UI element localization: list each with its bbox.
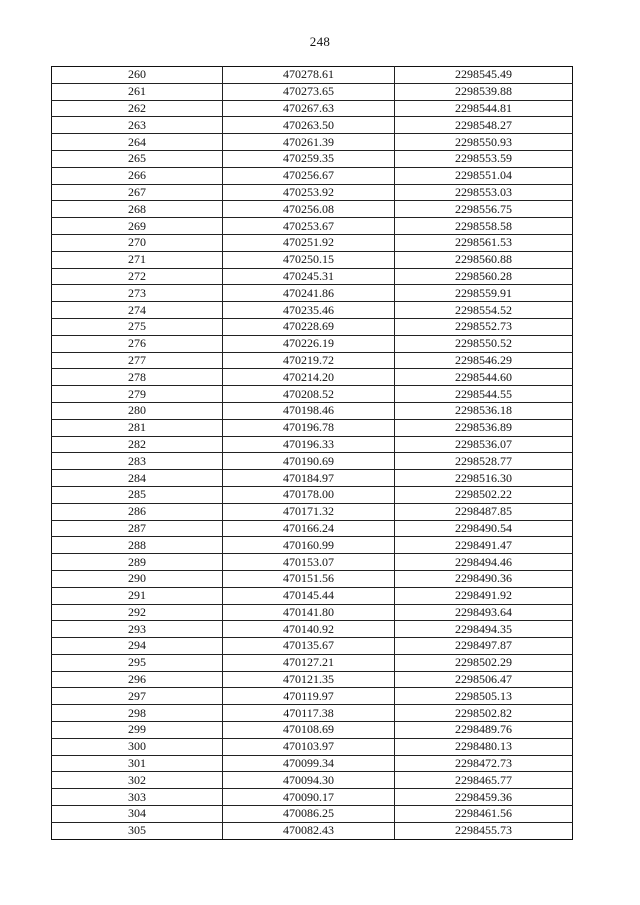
- x-coordinate-cell: 470219.72: [223, 352, 395, 369]
- y-coordinate-cell: 2298559.91: [395, 285, 573, 302]
- y-coordinate-cell: 2298487.85: [395, 503, 573, 520]
- point-number-cell: 269: [52, 218, 223, 235]
- y-coordinate-cell: 2298505.13: [395, 688, 573, 705]
- x-coordinate-cell: 470259.35: [223, 150, 395, 167]
- x-coordinate-cell: 470190.69: [223, 453, 395, 470]
- point-number-cell: 288: [52, 537, 223, 554]
- x-coordinate-cell: 470119.97: [223, 688, 395, 705]
- y-coordinate-cell: 2298516.30: [395, 470, 573, 487]
- table-row: [52, 436, 573, 453]
- x-coordinate-cell: 470245.31: [223, 268, 395, 285]
- table-row: [52, 218, 573, 235]
- point-number-cell: 287: [52, 520, 223, 537]
- point-number-cell: 292: [52, 604, 223, 621]
- x-coordinate-cell: 470226.19: [223, 335, 395, 352]
- y-coordinate-cell: 2298539.88: [395, 83, 573, 100]
- x-coordinate-cell: 470261.39: [223, 134, 395, 151]
- point-number-cell: 270: [52, 234, 223, 251]
- page-number: 248: [309, 34, 331, 49]
- y-coordinate-cell: 2298553.59: [395, 150, 573, 167]
- point-number-cell: 304: [52, 806, 223, 823]
- x-coordinate-cell: 470103.97: [223, 738, 395, 755]
- table-row: [52, 67, 573, 84]
- point-number-cell: 289: [52, 554, 223, 571]
- table-row: [52, 772, 573, 789]
- point-number-cell: 274: [52, 302, 223, 319]
- table-row: [52, 604, 573, 621]
- x-coordinate-cell: 470135.67: [223, 638, 395, 655]
- table-row: [52, 503, 573, 520]
- point-number-cell: 276: [52, 335, 223, 352]
- y-coordinate-cell: 2298494.35: [395, 621, 573, 638]
- table-row: [52, 184, 573, 201]
- point-number-cell: 281: [52, 419, 223, 436]
- y-coordinate-cell: 2298544.55: [395, 386, 573, 403]
- table-row: [52, 83, 573, 100]
- x-coordinate-cell: 470228.69: [223, 318, 395, 335]
- table-row: [52, 402, 573, 419]
- point-number-cell: 262: [52, 100, 223, 117]
- x-coordinate-cell: 470171.32: [223, 503, 395, 520]
- y-coordinate-cell: 2298551.04: [395, 167, 573, 184]
- x-coordinate-cell: 470241.86: [223, 285, 395, 302]
- table-row: [52, 755, 573, 772]
- point-number-cell: 284: [52, 470, 223, 487]
- point-number-cell: 294: [52, 638, 223, 655]
- point-number-cell: 277: [52, 352, 223, 369]
- x-coordinate-cell: 470121.35: [223, 671, 395, 688]
- y-coordinate-cell: 2298561.53: [395, 234, 573, 251]
- x-coordinate-cell: 470267.63: [223, 100, 395, 117]
- point-number-cell: 290: [52, 570, 223, 587]
- x-coordinate-cell: 470196.78: [223, 419, 395, 436]
- table-row: [52, 419, 573, 436]
- y-coordinate-cell: 2298550.93: [395, 134, 573, 151]
- point-number-cell: 285: [52, 486, 223, 503]
- x-coordinate-cell: 470256.67: [223, 167, 395, 184]
- y-coordinate-cell: 2298545.49: [395, 67, 573, 84]
- x-coordinate-cell: 470263.50: [223, 117, 395, 134]
- point-number-cell: 296: [52, 671, 223, 688]
- table-row: [52, 722, 573, 739]
- y-coordinate-cell: 2298480.13: [395, 738, 573, 755]
- y-coordinate-cell: 2298472.73: [395, 755, 573, 772]
- table-row: [52, 789, 573, 806]
- table-row: [52, 302, 573, 319]
- table-row: [52, 234, 573, 251]
- y-coordinate-cell: 2298459.36: [395, 789, 573, 806]
- y-coordinate-cell: 2298490.54: [395, 520, 573, 537]
- x-coordinate-cell: 470214.20: [223, 369, 395, 386]
- table-row: [52, 150, 573, 167]
- x-coordinate-cell: 470108.69: [223, 722, 395, 739]
- point-number-cell: 291: [52, 587, 223, 604]
- x-coordinate-cell: 470198.46: [223, 402, 395, 419]
- table-row: [52, 738, 573, 755]
- y-coordinate-cell: 2298528.77: [395, 453, 573, 470]
- table-row: [52, 251, 573, 268]
- table-row: [52, 335, 573, 352]
- table-row: [52, 486, 573, 503]
- table-row: [52, 453, 573, 470]
- x-coordinate-cell: 470253.92: [223, 184, 395, 201]
- x-coordinate-cell: 470273.65: [223, 83, 395, 100]
- x-coordinate-cell: 470250.15: [223, 251, 395, 268]
- y-coordinate-cell: 2298548.27: [395, 117, 573, 134]
- point-number-cell: 264: [52, 134, 223, 151]
- table-row: [52, 134, 573, 151]
- point-number-cell: 298: [52, 705, 223, 722]
- point-number-cell: 265: [52, 150, 223, 167]
- x-coordinate-cell: 470208.52: [223, 386, 395, 403]
- y-coordinate-cell: 2298556.75: [395, 201, 573, 218]
- x-coordinate-cell: 470086.25: [223, 806, 395, 823]
- y-coordinate-cell: 2298536.89: [395, 419, 573, 436]
- table-row: [52, 520, 573, 537]
- table-row: [52, 806, 573, 823]
- table-row: [52, 822, 573, 839]
- y-coordinate-cell: 2298552.73: [395, 318, 573, 335]
- point-number-cell: 283: [52, 453, 223, 470]
- table-row: [52, 671, 573, 688]
- x-coordinate-cell: 470153.07: [223, 554, 395, 571]
- x-coordinate-cell: 470251.92: [223, 234, 395, 251]
- y-coordinate-cell: 2298497.87: [395, 638, 573, 655]
- point-number-cell: 271: [52, 251, 223, 268]
- y-coordinate-cell: 2298493.64: [395, 604, 573, 621]
- table-row: [52, 587, 573, 604]
- table-row: [52, 285, 573, 302]
- table-row: [52, 100, 573, 117]
- x-coordinate-cell: 470178.00: [223, 486, 395, 503]
- table-row: [52, 386, 573, 403]
- point-number-cell: 279: [52, 386, 223, 403]
- point-number-cell: 266: [52, 167, 223, 184]
- point-number-cell: 297: [52, 688, 223, 705]
- x-coordinate-cell: 470140.92: [223, 621, 395, 638]
- point-number-cell: 302: [52, 772, 223, 789]
- x-coordinate-cell: 470196.33: [223, 436, 395, 453]
- y-coordinate-cell: 2298536.18: [395, 402, 573, 419]
- table-row: [52, 352, 573, 369]
- y-coordinate-cell: 2298558.58: [395, 218, 573, 235]
- table-row: [52, 554, 573, 571]
- point-number-cell: 300: [52, 738, 223, 755]
- point-number-cell: 267: [52, 184, 223, 201]
- table-row: [52, 470, 573, 487]
- x-coordinate-cell: 470151.56: [223, 570, 395, 587]
- y-coordinate-cell: 2298491.92: [395, 587, 573, 604]
- y-coordinate-cell: 2298465.77: [395, 772, 573, 789]
- point-number-cell: 280: [52, 402, 223, 419]
- point-number-cell: 261: [52, 83, 223, 100]
- x-coordinate-cell: 470235.46: [223, 302, 395, 319]
- y-coordinate-cell: 2298544.60: [395, 369, 573, 386]
- x-coordinate-cell: 470166.24: [223, 520, 395, 537]
- point-number-cell: 260: [52, 67, 223, 84]
- y-coordinate-cell: 2298502.82: [395, 705, 573, 722]
- point-number-cell: 272: [52, 268, 223, 285]
- y-coordinate-cell: 2298546.29: [395, 352, 573, 369]
- y-coordinate-cell: 2298461.56: [395, 806, 573, 823]
- table-row: [52, 318, 573, 335]
- x-coordinate-cell: 470082.43: [223, 822, 395, 839]
- x-coordinate-cell: 470090.17: [223, 789, 395, 806]
- table-row: [52, 201, 573, 218]
- table-row: [52, 688, 573, 705]
- y-coordinate-cell: 2298502.29: [395, 654, 573, 671]
- point-number-cell: 282: [52, 436, 223, 453]
- y-coordinate-cell: 2298544.81: [395, 100, 573, 117]
- x-coordinate-cell: 470278.61: [223, 67, 395, 84]
- point-number-cell: 263: [52, 117, 223, 134]
- table-row: [52, 117, 573, 134]
- point-number-cell: 295: [52, 654, 223, 671]
- x-coordinate-cell: 470184.97: [223, 470, 395, 487]
- point-number-cell: 293: [52, 621, 223, 638]
- y-coordinate-cell: 2298536.07: [395, 436, 573, 453]
- y-coordinate-cell: 2298560.88: [395, 251, 573, 268]
- point-number-cell: 278: [52, 369, 223, 386]
- table-row: [52, 369, 573, 386]
- coordinates-table: [51, 66, 573, 840]
- x-coordinate-cell: 470127.21: [223, 654, 395, 671]
- x-coordinate-cell: 470253.67: [223, 218, 395, 235]
- y-coordinate-cell: 2298494.46: [395, 554, 573, 571]
- x-coordinate-cell: 470094.30: [223, 772, 395, 789]
- point-number-cell: 275: [52, 318, 223, 335]
- y-coordinate-cell: 2298502.22: [395, 486, 573, 503]
- x-coordinate-cell: 470145.44: [223, 587, 395, 604]
- y-coordinate-cell: 2298491.47: [395, 537, 573, 554]
- table-row: [52, 705, 573, 722]
- point-number-cell: 303: [52, 789, 223, 806]
- table-row: [52, 537, 573, 554]
- y-coordinate-cell: 2298560.28: [395, 268, 573, 285]
- x-coordinate-cell: 470099.34: [223, 755, 395, 772]
- y-coordinate-cell: 2298455.73: [395, 822, 573, 839]
- y-coordinate-cell: 2298553.03: [395, 184, 573, 201]
- point-number-cell: 273: [52, 285, 223, 302]
- y-coordinate-cell: 2298490.36: [395, 570, 573, 587]
- y-coordinate-cell: 2298554.52: [395, 302, 573, 319]
- x-coordinate-cell: 470160.99: [223, 537, 395, 554]
- table-row: [52, 621, 573, 638]
- table-row: [52, 638, 573, 655]
- x-coordinate-cell: 470117.38: [223, 705, 395, 722]
- coordinates-table-body: [52, 67, 573, 840]
- point-number-cell: 299: [52, 722, 223, 739]
- y-coordinate-cell: 2298550.52: [395, 335, 573, 352]
- y-coordinate-cell: 2298489.76: [395, 722, 573, 739]
- point-number-cell: 286: [52, 503, 223, 520]
- y-coordinate-cell: 2298506.47: [395, 671, 573, 688]
- table-row: [52, 268, 573, 285]
- table-row: [52, 654, 573, 671]
- point-number-cell: 268: [52, 201, 223, 218]
- point-number-cell: 301: [52, 755, 223, 772]
- table-row: [52, 570, 573, 587]
- x-coordinate-cell: 470141.80: [223, 604, 395, 621]
- point-number-cell: 305: [52, 822, 223, 839]
- table-row: [52, 167, 573, 184]
- x-coordinate-cell: 470256.08: [223, 201, 395, 218]
